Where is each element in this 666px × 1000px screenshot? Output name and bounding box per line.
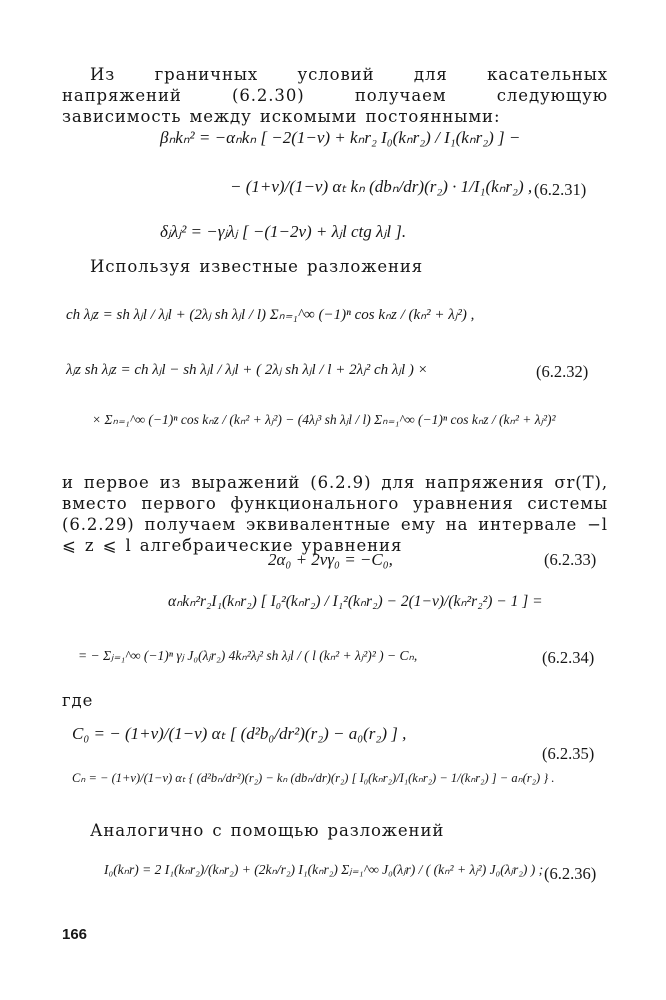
equation-6-2-31-line-3: δⱼλⱼ² = −γⱼλⱼ [ −(1−2ν) + λⱼl ctg λⱼl ].	[160, 222, 407, 241]
equation-6-2-32-line-3: × Σₙ₌₁^∞ (−1)ⁿ cos kₙz / (kₙ² + λⱼ²) − (4λⱼ³ sh λⱼl / l) Σₙ₌₁^∞ (−1)ⁿ cos kₙz / (kₙ² + λⱼ²)²	[92, 412, 556, 427]
equation-6-2-32-line-2: λⱼz sh λⱼz = ch λⱼl − sh λⱼl / λⱼl + ( 2λⱼ sh λⱼl / l + 2λⱼ² ch λⱼl ) ×	[66, 362, 428, 378]
equation-6-2-31-line-1: βₙkₙ² = −αₙkₙ [ −2(1−ν) + kₙr₂ I₀(kₙr₂) / I₁(kₙr₂) ] −	[160, 128, 521, 147]
page-number: 166	[62, 926, 88, 943]
equation-number-6-2-36: (6.2.36)	[544, 864, 597, 883]
equation-6-2-35-line-1: C₀ = − (1+ν)/(1−ν) αₜ [ (d²b₀/dr²)(r₂) − a₀(r₂) ] ,	[72, 724, 407, 743]
paragraph-expansions-intro: Используя известные разложения	[90, 257, 424, 276]
equation-6-2-35-line-2: Cₙ = − (1+ν)/(1−ν) αₜ { (d²bₙ/dr²)(r₂) − kₙ (dbₙ/dr)(r₂) [ I₀(kₙr₂)/I₁(kₙr₂) − 1/(kₙr₂) ] − aₙ(r₂) } .	[72, 771, 555, 785]
equation-6-2-34-line-2: = − Σⱼ₌₁^∞ (−1)ⁿ γⱼ J₀(λⱼr₂) 4kₙ²λⱼ² sh λⱼl / ( l (kₙ² + λⱼ²)² ) − Cₙ,	[78, 648, 418, 663]
equation-number-6-2-34: (6.2.34)	[542, 648, 595, 667]
equation-number-6-2-33: (6.2.33)	[544, 550, 597, 569]
equation-6-2-36: I₀(kₙr) = 2 I₁(kₙr₂)/(kₙr₂) + (2kₙ/r₂) I₁(kₙr₂) Σⱼ₌₁^∞ J₀(λⱼr) / ( (kₙ² + λⱼ²) J₀(λⱼr₂) ) ;	[104, 862, 544, 877]
equation-6-2-31-line-2: − (1+ν)/(1−ν) αₜ kₙ (dbₙ/dr)(r₂) · 1/I₁(kₙr₂) ,	[230, 177, 533, 196]
equation-6-2-32-line-1: ch λⱼz = sh λⱼl / λⱼl + (2λⱼ sh λⱼl / l) Σₙ₌₁^∞ (−1)ⁿ cos kₙz / (kₙ² + λⱼ²) ,	[66, 307, 475, 323]
paragraph-where: где	[62, 691, 94, 710]
equation-6-2-34-line-1: αₙkₙ²r₂I₁(kₙr₂) [ I₀²(kₙr₂) / I₁²(kₙr₂) − 2(1−ν)/(kₙ²r₂²) − 1 ] =	[168, 593, 543, 610]
equation-number-6-2-35: (6.2.35)	[542, 744, 595, 763]
paragraph-functional-equation: и первое из выражений (6.2.9) для напряжения σr(T), вместо первого функционального уравнения системы (6.2.29) получаем эквивалентные ему на интервале −l ⩽ z ⩽ l алгебраические уравнения	[62, 473, 608, 555]
paragraph-similarly: Аналогично с помощью разложений	[90, 821, 445, 840]
equation-6-2-33: 2α₀ + 2νγ₀ = −C₀,	[268, 550, 393, 569]
paragraph-boundary-conditions: Из граничных условий для касательных напряжений (6.2.30) получаем следующую зависимость между искомыми постоянными:	[62, 65, 608, 126]
equation-number-6-2-31: (6.2.31)	[534, 180, 587, 199]
equation-number-6-2-32: (6.2.32)	[536, 362, 589, 381]
